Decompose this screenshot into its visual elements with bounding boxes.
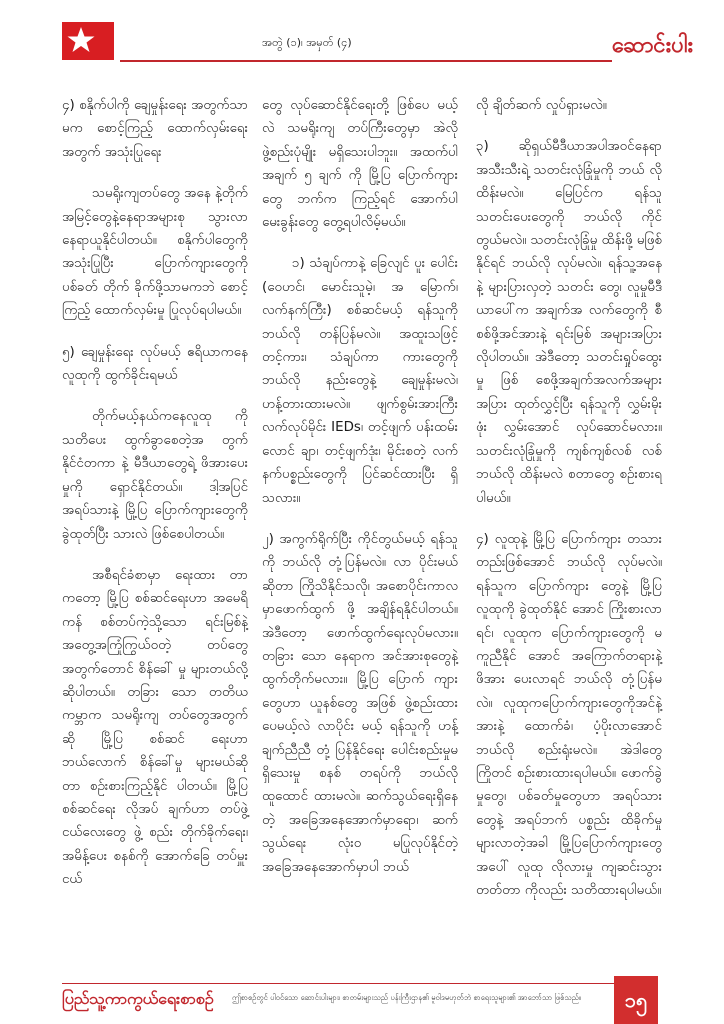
issue-number: အတွဲ (၁)၊ အမှတ် (၄)	[262, 36, 352, 49]
paragraph: တိုက်မယ့်နယ်ကနေလူထု ကို သတိပေး ထွက်ခွာစေတဲ့အ တွက် နိုင်ငံတကာ နဲ့ မီဒီယာတွေရဲ့ ဖိအားပေးမှုကို ရှောင်နိုင်တယ်။ ဒါ့အပြင် အရပ်သားနဲ့ မြို့ပြ ပြောက်ကျားတွေကို ခွဲထုတ်ပြီး သားလဲ ဖြစ်စေပါတယ်။	[62, 409, 248, 542]
flag-logo	[62, 22, 114, 60]
footer-masthead: ပြည်သူ့ကာကွယ်ရေးစာစဉ်	[62, 989, 214, 1008]
footer-disclaimer: ဤစာစဉ်တွင် ပါဝင်သော ဆောင်းပါးများ၊ စာတမ်းများသည် ပန်းကြီးဌာန၏ မူဝါဒမဟုတ်ဘဲ စာရေးသူများ၏ အာဘော်သာ ဖြစ်သည်။	[232, 993, 582, 1002]
column-right	[476, 94, 662, 920]
paragraph: ၅) ချေမှုန်းရေး လုပ်မယ့် ဧရိယာကနေ လူထုကို ထွက်ခိုင်းရမယ်	[62, 344, 248, 384]
paragraph: တွေ လုပ်ဆောင်နိုင်ရေးတို့ ဖြစ်ပေ မယ့်လဲ သမရိုးကျ တပ်ကြီးတွေမှာ အဲလို ဖွဲ့စည်းပုံမျိုး မရှိသေးပါဘူး။ အထက်ပါ အချက် ၅ ချက် ကို မြို့ပြ ပြောက်ကျားတွေ ဘက်က ကြည့်ရင် အောက်ပါ မေးခွန်းတွေ တွေ့ရပါလိမ့်မယ်။	[262, 98, 458, 231]
page-number: ၁၅	[614, 976, 658, 1024]
section-title: ဆောင်းပါး	[612, 33, 694, 58]
paragraph: ၄) လူထုနဲ့ မြို့ပြ ပြောက်ကျား တသားတည်းဖြစ်အောင် ဘယ်လို လုပ်မလဲ။ ရန်သူက ပြောက်ကျား တွေနဲ့ မြို့ပြလူထုကို ခွဲထုတ်နိုင် အောင် ကြိုးစားလာရင်၊ လူထုက ပြောက်ကျားတွေကို မကူညီနိုင် အောင် အကြောက်တရားနဲ့ ဖိအား ပေးလာရင် ဘယ်လို တုံ့ပြန်မလဲ။ လူထုကပြောက်ကျားတွေကိုအင်နဲ့ အားနဲ့ ထောက်ခံ၊ ပံ့ပိုးလာအောင် ဘယ်လို စည်းရုံးမလဲ။ အဲဒါတွေ ကြိုတင် စဉ်းစားထားရပါမယ်။ ဖောက်ခွဲမှုတွေ၊ ပစ်ခတ်မှုတွေဟာ အရပ်သားတွေနဲ့ အရပ်ဘက် ပစ္စည်း ထိခိုက်မှု များလာတဲ့အခါ မြို့ပြပြောက်ကျားတွေအပေါ် လူထု လိုလားမှု ကျဆင်းသွားတတ်တာ ကိုလည်း သတိထားရပါမယ်။	[476, 531, 662, 898]
paragraph: ၁) သံချပ်ကာနဲ့ ခြေလျင် ပူး ပေါင်း (ဝေဟင်၊ မောင်းသူမဲ့၊ အ မြောက်၊ လက်နက်ကြီး) စစ်ဆင်မယ့် ရန်သူကို ဘယ်လို တန်ပြန်မလဲ။ အထူးသဖြင့် တင့်ကား၊ သံချပ်ကာ ကားတွေကို ဘယ်လို နည်းတွေနဲ့ ချေမှုန်းမလဲ၊ ဟန့်တားထားမလဲ။ ဖျက်စွမ်းအားကြီး လက်လုပ်မိုင်း IEDs၊ တင့်ဖျက် ပန်းထမ်း လောင် ချာ၊ တင့်ဖျက်ဒုံး၊ မိုင်းစတဲ့ လက် နက်ပစ္စည်းတွေကို ပြင်ဆင်ထားပြီး ရှိသလား။	[262, 256, 458, 506]
paragraph: သမရိုးကျတပ်တွေ အနေ နဲ့တိုက်အမြင့်တွေနဲ့နေရာအများစု သွားလာ နေရာယူနိုင်ပါတယ်။ စနိုက်ပါတွေကို အသုံးပြုပြီး ပြောက်ကျားတွေကို ပစ်ခတ် တိုက် ခိုက်ဖို့သာမကဘဲ စောင့်ကြည့် ထောက်လှမ်းမှု ပြုလုပ်ရပါမယ်။	[62, 186, 248, 319]
paragraph: ၂) အကွက်ရိုက်ပြီး ကိုင်တွယ်မယ့် ရန်သူကို ဘယ်လို တုံ့ပြန်မလဲ။ လာ ပိုင်းမယ်ဆိုတာ ကြိုသိနိုင်သလို၊ အစောပိုင်းကာလမှာဖောက်ထွက် ဖို့ အချိန်ရနိုင်ပါတယ်။ အဲဒီတော့ ဖောက်ထွက်ရေးလုပ်မလား။ တခြား သော နေရာက အင်အားစုတွေနဲ့ ထွက်တိုက်မလား။ မြို့ပြ ပြောက် ကျားတွေဟာ ယူနစ်တွေ အဖြစ် ဖွဲ့စည်းထားပေမယ့်လဲ လာပိုင်း မယ့် ရန်သူကို ဟန့်ချက်ညီညီ တုံ့ ပြန်နိုင်ရေး ပေါင်းစည်းမှုမရှိသေးမှု စနစ် တရပ်ကို ဘယ်လို ထူထောင် ထားမလဲ။ ဆက်သွယ်ရေးရှိနေတဲ့ အခြေအနေအောက်မှာရော၊ ဆက် သွယ်ရေး လုံးဝ မပြုလုပ်နိုင်တဲ့ အခြေအနေအောက်မှာပါ ဘယ်	[262, 531, 458, 875]
paragraph: လို ချိတ်ဆက် လှုပ်ရှားမလဲ။	[476, 98, 607, 113]
footer-divider	[62, 983, 614, 984]
paragraph: အစီရင်ခံစာမှာ ရေးထား တာကတော့ မြို့ပြ စစ်ဆင်ရေးဟာ အမေရိကန် စစ်တပ်ကဲ့သို့သော ရင်းမြစ်နဲ့ အတွေ့အကြုံကြွယ်ဝတဲ့ တပ်တွေအတွက်တောင် စိန်ခေါ် မှု များတယ်လို့ ဆိုပါတယ်။ တခြား သော တတိယ ကမ္ဘာက သမရိုးကျ တပ်တွေအတွက်ဆို မြို့ပြ စစ်ဆင် ရေးဟာ ဘယ်လောက် စိန်ခေါ်မှု များမယ်ဆိုတာ စဉ်းစားကြည့်နိုင် ပါတယ်။ မြို့ပြ စစ်ဆင်ရေး လိုအပ် ချက်ဟာ တပ်ဖွဲ့ငယ်လေးတွေ ဖွဲ့ စည်း တိုက်ခိုက်ရေး၊ အမိန့်ပေး စနစ်ကို အောက်ခြေ တပ်မှူးငယ်	[62, 567, 248, 888]
paragraph: ၄) စနိုက်ပါကို ချေမှုန်းရေး အတွက်သာမက စောင့်ကြည့် ထောက်လှမ်းရေးအတွက် အသုံးပြုရေး	[62, 98, 248, 160]
header-divider	[120, 60, 612, 62]
column-middle	[262, 94, 458, 897]
star-icon	[66, 25, 96, 55]
paragraph: ၃) ဆိုရှယ်မီဒီယာအပါအဝင်နေရာ အသီးသီးရဲ့ သတင်းလုံခြုံမှုကို ဘယ် လို ထိန်းမလဲ။ မြေပြင်က ရန်သူ သတင်းပေးတွေကို ဘယ်လို ကိုင် တွယ်မလဲ။ သတင်းလုံခြုံမှု ထိန်းဖို့ မဖြစ်နိုင်ရင် ဘယ်လို လုပ်မလဲ။ ရန်သူ့အနေနဲ့ များပြားလှတဲ့ သတင်း တွေ၊ လူမှုမီဒီယာပေါ်က အချက်အ လက်တွေကို စီစစ်ဖို့အင်အားနဲ့ ရင်းမြစ် အများအပြား လိုပါတယ်။ အဲဒီတော့ သတင်းရှုပ်ထွေးမှု ဖြစ် စေဖို့အချက်အလက်အများအပြား ထုတ်လွှင့်ပြီး ရန်သူကို လွှမ်းမိုး ဖုံး လွှမ်းအောင် လုပ်ဆောင်မလား။ သတင်းလုံခြုံမှုကို ကျစ်ကျစ်လစ် လစ် ဘယ်လို ထိန်းမလဲ စတာတွေ စဉ်းစားရပါမယ်။	[476, 139, 662, 506]
column-left	[62, 94, 248, 910]
